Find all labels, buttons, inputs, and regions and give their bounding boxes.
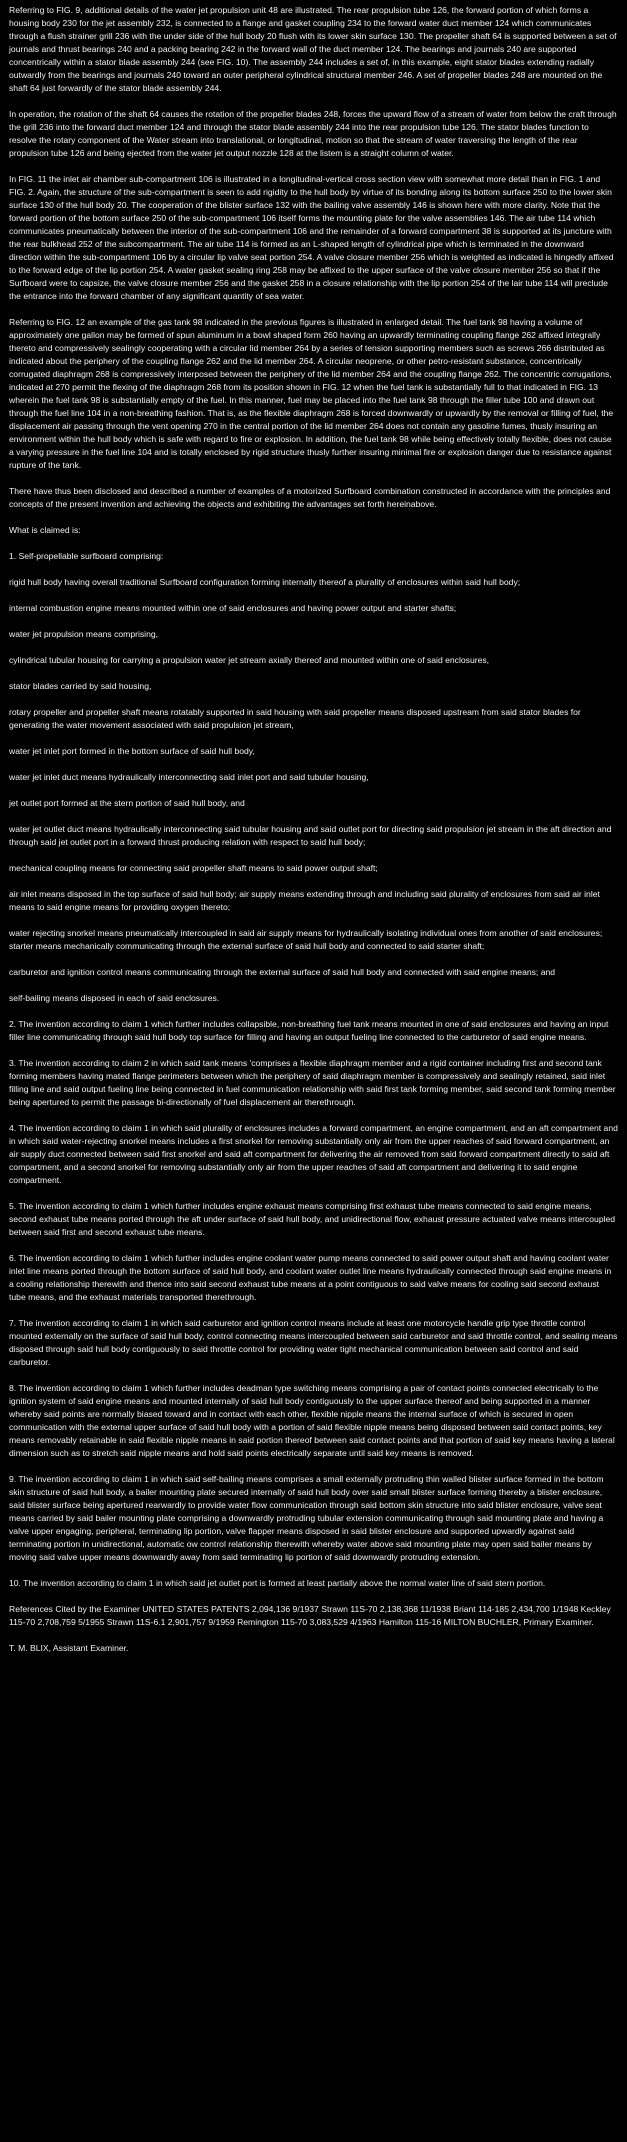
paragraph-fig12: Referring to FIG. 12 an example of the gas tank 98 indicated in the previous figures is illustrated in enlarged detail. The fuel tank 98 having a volume of approximately one gallon may be formed of spun aluminum in a bowl shaped form 260 having an upwardly terminating coupling flange 262 affixed integrally thereto and compressively sealingly cooperating with a circular lid member 264 by a series of tension supporting members such as screws 266 distributed as indicated about the periphery of the coupling flange 262 and the lid member 264. A circular neoprene, or other petro-resistant substance, concentrically corrugated diaphragm 268 is compressively interposed between the periphery of the lid member 264 and the coupling flange 262. The concentric corrugations, indicated at 270 permit the flexing of the diaphragm 268 from its position shown in FIG. 12 when the fuel tank is substantially full to that indicated in FIG. 13 wherein the fuel tank 98 is substantially empty of the fuel. In this manner, fuel may be placed into the fuel tank 98 through the filler tube 100 and drawn out through the fuel line 104 in a non-breathing fashion. That is, as the flexible diaphragm 268 is forced downwardly or upwardly by the removal or filling of fuel, the displacement air passing through the vent opening 270 in the central portion of the lid member 264 does not contain any gasoline fumes, thusly insuring an environment within the hull body which is safe with regard to fire or explosion. In addition, the fuel tank 98 while being effectively totally flexible, does not cause a varying pressure in the fuel line 104 and is totally enclosed by rigid structure thusly further insuring minimal fire or explosion danger due to resistance against rupture of the tank. bbox=[9, 317, 614, 470]
claim-1-preamble: 1. Self-propellable surfboard comprising: bbox=[9, 551, 164, 561]
claim-1-element: carburetor and ignition control means communicating through the external surface of said hull body and connected with said engine means; and bbox=[9, 967, 556, 977]
claim-1-element: internal combustion engine means mounted within one of said enclosures and having power output and starter shafts; bbox=[9, 603, 457, 613]
claim-1-element: air inlet means disposed in the top surface of said hull body; air supply means extending through and including said plurality of enclosures from said air inlet means to said engine means for providing oxygen thereto; bbox=[9, 889, 600, 912]
claim-1-element: mechanical coupling means for connecting said propeller shaft means to said power output shaft; bbox=[9, 863, 378, 873]
claim-4: 4. The invention according to claim 1 in which said plurality of enclosures includes a forward compartment, an engine compartment, and an aft compartment and in which said water-rejecting snorkel means includes a first snorkel for removing substantially only air from the upper reaches of said forward compartment, an air supply duct connected between said first snorkel and said aft compartment for delivering the air removed from said forward compartment directly to said aft compartment, and a second snorkel for removing substantially only air from the upper reaches of said aft compartment and delivering it to said engine compartment. bbox=[9, 1123, 618, 1185]
claim-1-element: water jet inlet port formed in the bottom surface of said hull body, bbox=[9, 746, 255, 756]
paragraph-fig9: Referring to FIG. 9, additional details of the water jet propulsion unit 48 are illustrated. The rear propulsion tube 126, the forward portion of which forms a housing body 230 for the jet assembly 232, is connected to a flange and gasket coupling 234 to the forward water duct member 124 which communicates through a flush strainer grill 236 with the under side of the hull body 20 flush with its lower skin surface 130. The propeller shaft 64 is supported between a set of journals and thrust bearings 240 and a packing bearing 242 in the forward wall of the duct member 124. The bearings and journals 240 are supported concentrically within a stator blade assembly 244 (see FIG. 10). The assembly 244 includes a set of, in this example, eight stator blades extending radially outwardly from the bearings and journals 240 toward an outer peripheral cylindrical structural member 246. A set of propeller blades 248 are mounted on the shaft 64 just forwardly of the stator blade assembly 244. bbox=[9, 5, 617, 93]
claim-1-element: rotary propeller and propeller shaft means rotatably supported in said housing with said propeller means disposed upstream from said stator blades for generating the water movement associated with said propulsion jet stream, bbox=[9, 707, 581, 730]
claim-10: 10. The invention according to claim 1 in which said jet outlet port is formed at least partially above the normal water line of said stern portion. bbox=[9, 1578, 546, 1588]
assistant-examiner: T. M. BLIX, Assistant Examiner. bbox=[9, 1643, 129, 1653]
claim-3: 3. The invention according to claim 2 in which said tank means 'comprises a flexible diaphragm member and a rigid container including first and second tank forming members having mated flange perimeters between which the periphery of said diaphragm member is compressively and sealingly retained, said inlet filling line and said output fueling line being connected in fuel communication relationship with said first tank forming member, said second tank forming member being apertured to permit the passage bi-directionally of fuel displacement air therethrough. bbox=[9, 1058, 616, 1107]
claim-1-element: water jet outlet duct means hydraulically interconnecting said tubular housing and said outlet port for directing said propulsion jet stream in the aft direction and through said jet outlet port in a forward thrust producing relation with respect to said hull body; bbox=[9, 824, 612, 847]
paragraph-summary: There have thus been disclosed and described a number of examples of a motorized Surfboard combination constructed in accordance with the principles and concepts of the present invention and achieving the objects and exhibiting the advantages set forth hereinabove. bbox=[9, 486, 611, 509]
claim-9: 9. The invention according to claim 1 in which said self-bailing means comprises a small externally protruding thin walled blister surface formed in the bottom skin structure of said hull body, a bailer mounting plate secured internally of said hull body over said small blister surface forming thereby a blister enclosure, said blister surface being apertured rearwardly to provide water flow communication through said bottom skin structure into said blister enclosure, valve seat means carried by said bailer mounting plate comprising a downwardly protruding tubular extension communicating through said mounting plate and having a valve upper engaging, peripheral, terminating lip portion, valve flapper means disposed in said blister enclosure and supported upwardly against said terminating portion in unidirectional, automatic ow control relationship therewith whereby water above said mounting plate may open said bailer means by moving said valve upper means downwardly away from said terminating lip portion of said downwardly protruding extension. bbox=[9, 1474, 604, 1562]
claim-1-element: water jet inlet duct means hydraulically interconnecting said inlet port and said tubular housing, bbox=[9, 772, 369, 782]
claim-1-element: water rejecting snorkel means pneumatically intercoupled in said air supply means for hydraulically isolating individual ones from another of said enclosures; starter means mechanically communicating through the external surface of said hull body and connected to said starter shaft; bbox=[9, 928, 603, 951]
paragraph-fig11: In FIG. 11 the inlet air chamber sub-compartment 106 is illustrated in a longitudinal-vertical cross section view with somewhat more detail than in FIG. 1 and FIG. 2. Again, the structure of the sub-compartment is seen to add rigidity to the hull body by virtue of its bonding along its bottom surface 250 to the lower skin surface 130 of the hull body 20. The cooperation of the blister surface 132 with the bailing valve assembly 146 is shown here with more clarity. Note that the forward portion of the bottom surface 250 of the sub-compartment 106 itself forms the mounting plate for the valve assemblies 146. The air tube 114 which communicates pneumatically between the interior of the sub-compartment 106 and the remainder of a forward compartment 38 is supported at its juncture with the rear bulkhead 252 of the subcompartment. The air tube 114 is formed as an L-shaped length of cylindrical pipe which is terminated in the downward direction within the sub-compartment 106 by a circular lip valve seat portion 254. A valve closure member 256 which is weighted as indicated is hingedly affixed to the forward edge of the lip portion 254. A water gasket sealing ring 258 may be affixed to the upper surface of the valve closure member 256 so that if the Surfboard were to capsize, the valve closure member 256 and the gasket 258 in a closure relationship with the lip portion 254 of the lair tube 114 will preclude the entrance into the forward chamber of any significant quantity of sea water. bbox=[9, 174, 614, 301]
claim-6: 6. The invention according to claim 1 which further includes engine coolant water pump means connected to said power output shaft and having coolant water inlet line means ported through the bottom surface of said hull body, and coolant water outlet line means hydraulically connected through said engine means in a cooling relationship therewith and thence into said second exhaust tube means at a point contiguous to said valve means for cooling said second exhaust tube means, and the exhaust materials transported therethrough. bbox=[9, 1253, 612, 1302]
claim-1-element: stator blades carried by said housing, bbox=[9, 681, 152, 691]
claim-1-element: self-bailing means disposed in each of said enclosures. bbox=[9, 993, 220, 1003]
claim-1-element: rigid hull body having overall traditional Surfboard configuration forming internally thereof a plurality of enclosures within said hull body; bbox=[9, 577, 521, 587]
document-body bbox=[9, 4, 618, 1655]
claim-8: 8. The invention according to claim 1 which further includes deadman type switching means comprising a pair of contact points connected electrically to the ignition system of said engine means and mounted internally of said hull body contiguously to the upper surface thereof and being supported in a manner whereby said points are normally biased toward and in contact with each other, flexible nipple means the internal surface of which is secured in open communication with the external upper surface of said hull body with a portion of said flexible nipple means being disposed between said contact points, key means removably retainable in said flexible nipple means in said portion thereof between said contact points and that portion of said key means having a lateral dimension such as to stretch said nipple means and hold said points electrically separate until said key means is removed. bbox=[9, 1383, 615, 1458]
paragraph-operation: In operation, the rotation of the shaft 64 causes the rotation of the propeller blades 248, forces the upward flow of a stream of water from below the craft through the grill 236 into the forward duct member 124 and through the stator blade assembly 244 into the rear propulsion tube 126. The stator blades function to resolve the rotary component of the Water stream into translational, or longitudinal, motion so that the stream of water traversing the length of the rear propulsion tube 126 and being ejected from the water jet output nozzle 128 at the listem is a straight column of water. bbox=[9, 109, 617, 158]
references-cited: References Cited by the Examiner UNITED STATES PATENTS 2,094,136 9/1937 Strawn 11S-70 2,138,368 11/1938 Briant 114-185 2,434,700 1/1948 Keckley 115-70 2,708,759 5/1955 Strawn 11S-6.1 2,901,757 9/1959 Remington 115-70 3,083,529 4/1963 Hamilton 115-16 MILTON BUCHLER, Primary Examiner. bbox=[9, 1604, 611, 1627]
claim-1-element: cylindrical tubular housing for carrying a propulsion water jet stream axially thereof and mounted within one of said enclosures, bbox=[9, 655, 490, 665]
claim-1-element: water jet propulsion means comprising, bbox=[9, 629, 159, 639]
claims-heading: What is claimed is: bbox=[9, 525, 81, 535]
claim-2: 2. The invention according to claim 1 which further includes collapsible, non-breathing fuel tank means mounted in one of said enclosures and having an input filler line communicating through said hull body top surface for filling and having an output fueling line connected to the carburetor of said engine means. bbox=[9, 1019, 609, 1042]
claim-1-element: jet outlet port formed at the stern portion of said hull body, and bbox=[9, 798, 245, 808]
claim-7: 7. The invention according to claim 1 in which said carburetor and ignition control means include at least one motorcycle handle grip type throttle control mounted externally on the surface of said hull body, control connecting means intercoupled between said carburetor and said throttle control, and sealing means disposed through said hull body contiguously to said throttle control for providing water tight mechanical communication between said control and said carburetor. bbox=[9, 1318, 618, 1367]
claim-5: 5. The invention according to claim 1 which further includes engine exhaust means comprising first exhaust tube means connected to said engine means, second exhaust tube means ported through the aft under surface of said hull body, and unidirectional flow, exhaust pressure actuated valve means intercoupled between said first and second exhaust tube means. bbox=[9, 1201, 616, 1237]
